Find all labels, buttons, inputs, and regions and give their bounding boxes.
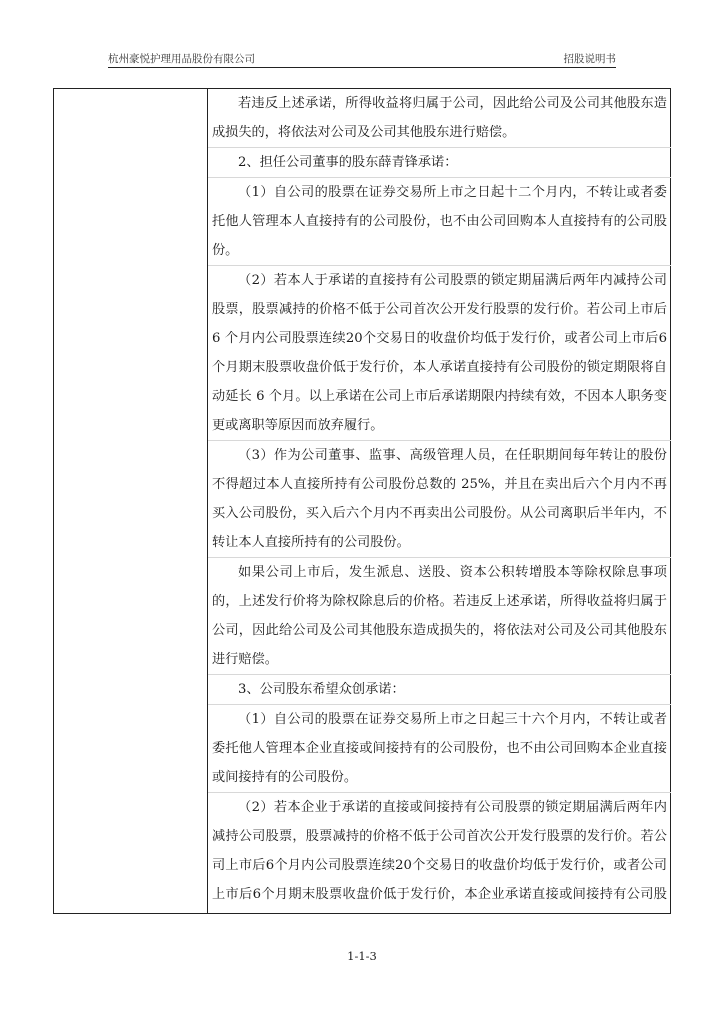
paragraph: （3）作为公司董事、监事、高级管理人员，在任职期间每年转让的股份不得超过本人直接所持有公司股份总数的 25%，并且在卖出后六个月内不再买入公司股份，买入后六个月内不再卖出公司股份。从公司离职后半年内，不转让本人直接所持有的公司股份。 [208, 441, 671, 558]
paragraph: 3、公司股东希望众创承诺： [208, 675, 671, 705]
page-header [108, 49, 616, 68]
paragraph: （2）若本人于承诺的直接持有公司股票的锁定期届满后两年内减持公司股票，股票减持的价格不低于公司首次公开发行股票的发行价。若公司上市后 6 个月内公司股票连续20个交易日的收盘价均低于发行价，或者公司上市后6个月期末股票收盘价低于发行价，本人承诺直接持有公司股份的锁定期限将自动延长 6 个月。以上承诺在公司上市后承诺期限内持续有效，不因本人职务变更或离职等原因而放弃履行。 [208, 266, 671, 441]
paragraph: （1）自公司的股票在证券交易所上市之日起三十六个月内，不转让或者委托他人管理本企业直接或间接持有的公司股份，也不由公司回购本企业直接或间接持有的公司股份。 [208, 705, 671, 793]
commitment-table [53, 88, 671, 914]
commitment-content [208, 89, 671, 913]
document-type: 招股说明书 [563, 53, 616, 65]
paragraph: 如果公司上市后，发生派息、送股、资本公积转增股本等除权除息事项的，上述发行价将为除权除息后的价格。若违反上述承诺，所得收益将归属于公司，因此给公司及公司其他股东造成损失的，将依法对公司及公司其他股东进行赔偿。 [208, 558, 671, 675]
paragraph: 2、担任公司董事的股东薛青锋承诺： [208, 148, 671, 178]
paragraph: （2）若本企业于承诺的直接或间接持有公司股票的锁定期届满后两年内减持公司股票，股票减持的价格不低于公司首次公开发行股票的发行价。若公司上市后6个月内公司股票连续20个交易日的收盘价均低于发行价，或者公司上市后6个月期末股票收盘价低于发行价，本企业承诺直接或间接持有公司股 [208, 793, 671, 913]
company-name: 杭州豪悦护理用品股份有限公司 [108, 53, 255, 65]
paragraph: 若违反上述承诺，所得收益将归属于公司，因此给公司及公司其他股东造成损失的，将依法对公司及公司其他股东进行赔偿。 [208, 89, 671, 148]
page-number: 1-1-3 [347, 949, 377, 963]
paragraph: （1）自公司的股票在证券交易所上市之日起十二个月内，不转让或者委托他人管理本人直接持有的公司股份，也不由公司回购本人直接持有的公司股份。 [208, 178, 671, 266]
